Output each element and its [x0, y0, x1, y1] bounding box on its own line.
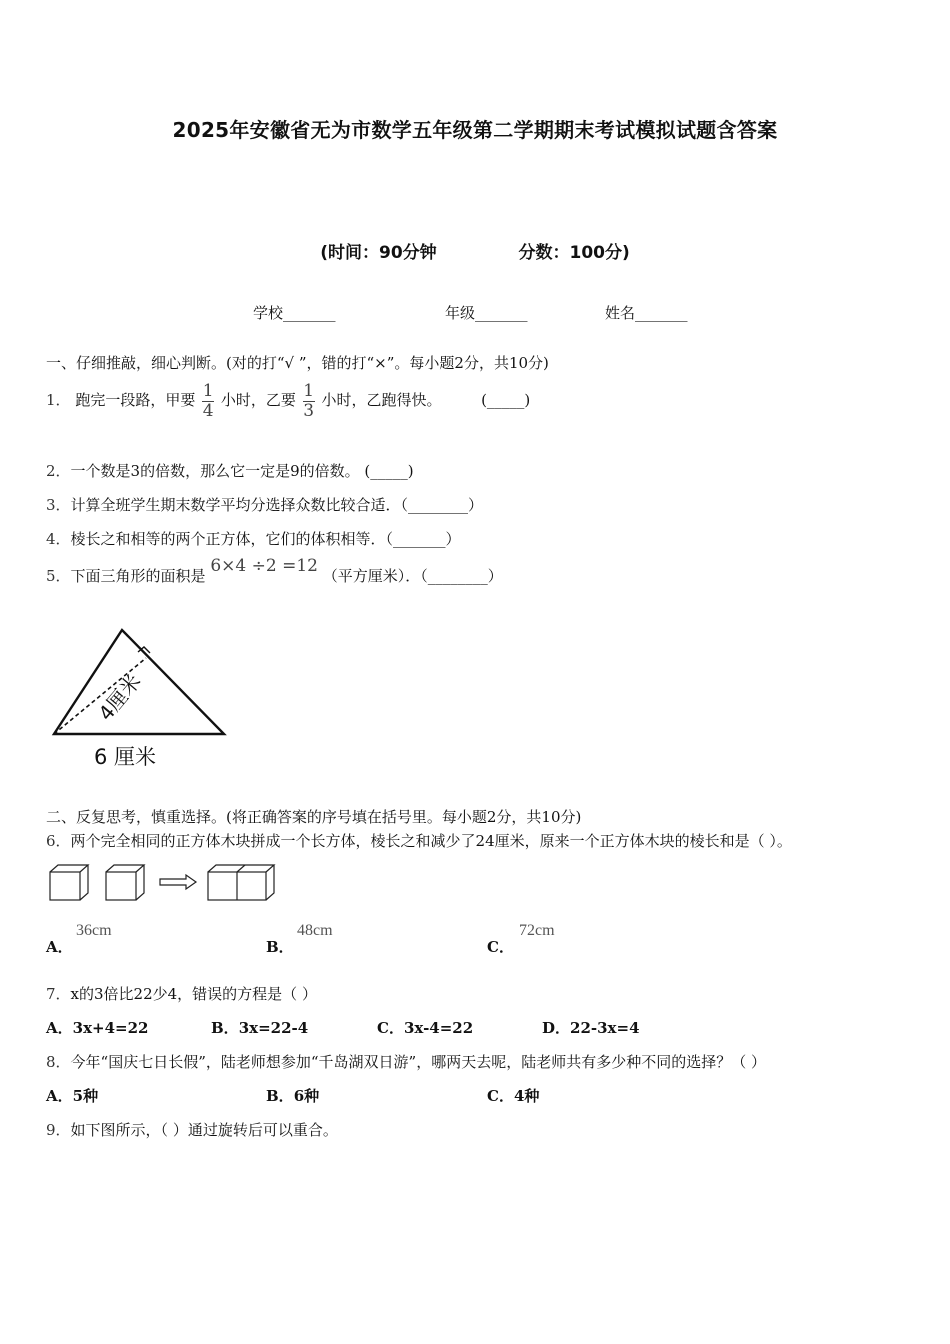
q7-option-d-value: 22-3x=4 — [570, 1019, 640, 1037]
question-6 — [46, 830, 792, 851]
q6-option-c-value: 72cm — [519, 922, 555, 939]
q7-option-a[interactable] — [46, 1017, 148, 1038]
q8-option-c-label: C． — [487, 1087, 514, 1105]
grade-field: 年级_______ — [445, 304, 528, 322]
triangle-diagram — [48, 620, 238, 770]
total-score: 分数：100分) — [518, 243, 630, 263]
cubes-diagram — [48, 862, 288, 904]
q1-frac1-den: 4 — [202, 400, 214, 421]
q7-option-c-value: 3x-4=22 — [403, 1019, 474, 1037]
q2-number: 2． — [46, 462, 71, 480]
cube-1 — [50, 865, 88, 900]
q1-frac2-den: 3 — [303, 400, 315, 421]
q6-option-a-label: A． — [46, 938, 73, 956]
q8-option-b[interactable] — [266, 1085, 319, 1106]
q7-number: 7． — [46, 985, 71, 1003]
base-label: 6 厘米 — [94, 745, 157, 769]
q8-option-a[interactable] — [46, 1085, 98, 1106]
q7-option-d[interactable] — [542, 1017, 640, 1038]
cubes-figure — [48, 862, 288, 904]
q7-text: x的3倍比22少4，错误的方程是（ ） — [70, 985, 317, 1003]
q1-number: 1． — [46, 391, 71, 409]
cube-2 — [106, 865, 144, 900]
q5-text-b: （平方厘米）．（________） — [322, 567, 503, 585]
q7-option-a-label: A． — [46, 1019, 73, 1037]
q6-option-c[interactable] — [487, 936, 514, 957]
school-field: 学校_______ — [253, 304, 336, 322]
question-4 — [46, 528, 461, 549]
question-9 — [46, 1119, 338, 1140]
question-3 — [46, 494, 483, 515]
q6-option-a[interactable] — [46, 936, 73, 957]
q8-text: 今年“国庆七日长假”，陆老师想参加“千岛湖双日游”，哪两天去呢，陆老师共有多少种不同的选择？（ ） — [70, 1053, 766, 1071]
fraction-one-third — [303, 380, 315, 421]
q7-option-d-label: D． — [542, 1019, 571, 1037]
q6-text: 两个完全相同的正方体木块拼成一个长方体，棱长之和减少了24厘米，原来一个正方体木块的棱长和是（ ）。 — [70, 832, 792, 850]
fraction-one-quarter — [202, 380, 214, 421]
q5-number: 5． — [46, 567, 71, 585]
q7-option-b-value: 3x=22-4 — [238, 1019, 309, 1037]
q1-text-b: 小时，乙要 — [220, 391, 296, 409]
page-title: 2025年安徽省无为市数学五年级第二学期期末考试模拟试题含答案 — [172, 118, 778, 142]
q8-option-b-value: 6种 — [293, 1087, 320, 1105]
q1-text-a: 跑完一段路，甲要 — [75, 391, 196, 409]
q6-option-b-value: 48cm — [297, 922, 333, 939]
question-7 — [46, 983, 317, 1004]
q5-formula: 6×4 ÷2 =12 — [210, 556, 318, 576]
q1-frac1-num: 1 — [202, 380, 214, 401]
exam-info — [0, 238, 950, 263]
q5-text-a: 下面三角形的面积是 — [70, 567, 206, 585]
arrow-icon — [160, 875, 196, 889]
q9-number: 9． — [46, 1121, 71, 1139]
q8-option-c[interactable] — [487, 1085, 539, 1106]
q7-option-c-label: C． — [377, 1019, 404, 1037]
question-2 — [46, 460, 414, 481]
q7-option-c[interactable] — [377, 1017, 473, 1038]
q3-number: 3． — [46, 496, 71, 514]
q4-number: 4． — [46, 530, 71, 548]
q7-option-b-label: B． — [211, 1019, 239, 1037]
q6-option-b[interactable] — [266, 936, 294, 957]
q1-frac2-num: 1 — [303, 380, 315, 401]
q7-option-a-value: 3x+4=22 — [72, 1019, 149, 1037]
q6-option-b-label: B． — [266, 938, 294, 956]
question-5 — [46, 556, 503, 590]
cuboid — [208, 865, 274, 900]
q8-option-b-label: B． — [266, 1087, 294, 1105]
q8-option-a-value: 5种 — [72, 1087, 99, 1105]
section1-heading: 一、仔细推敲，细心判断。(对的打“√ ”，错的打“×”。每小题2分，共10分) — [46, 354, 549, 372]
q6-number: 6． — [46, 832, 71, 850]
q8-option-a-label: A． — [46, 1087, 73, 1105]
name-field: 姓名_______ — [605, 304, 688, 322]
question-8 — [46, 1051, 766, 1072]
q6-options — [46, 920, 746, 960]
q7-option-b[interactable] — [211, 1017, 308, 1038]
time-limit: (时间：90分钟 — [320, 243, 437, 263]
q8-number: 8． — [46, 1053, 71, 1071]
q4-text: 棱长之和相等的两个正方体，它们的体积相等．（_______） — [70, 530, 461, 548]
q1-text-c: 小时，乙跑得快。 — [321, 391, 442, 409]
q3-text: 计算全班学生期末数学平均分选择众数比较合适．（________） — [70, 496, 484, 514]
section2-heading: 二、反复思考，慎重选择。(将正确答案的序号填在括号里。每小题2分，共10分) — [46, 808, 582, 826]
triangle-figure — [48, 620, 238, 770]
q6-option-a-value: 36cm — [76, 922, 112, 939]
q6-option-c-label: C． — [487, 938, 514, 956]
question-1 — [46, 376, 530, 424]
q9-text: 如下图所示，（ ）通过旋转后可以重合。 — [70, 1121, 338, 1139]
height-label: 4厘米 — [93, 669, 146, 726]
q1-answer-blank[interactable]: (_____) — [481, 391, 531, 409]
q2-text: 一个数是3的倍数，那么它一定是9的倍数。 (_____) — [70, 462, 414, 480]
q8-option-c-value: 4种 — [513, 1087, 540, 1105]
